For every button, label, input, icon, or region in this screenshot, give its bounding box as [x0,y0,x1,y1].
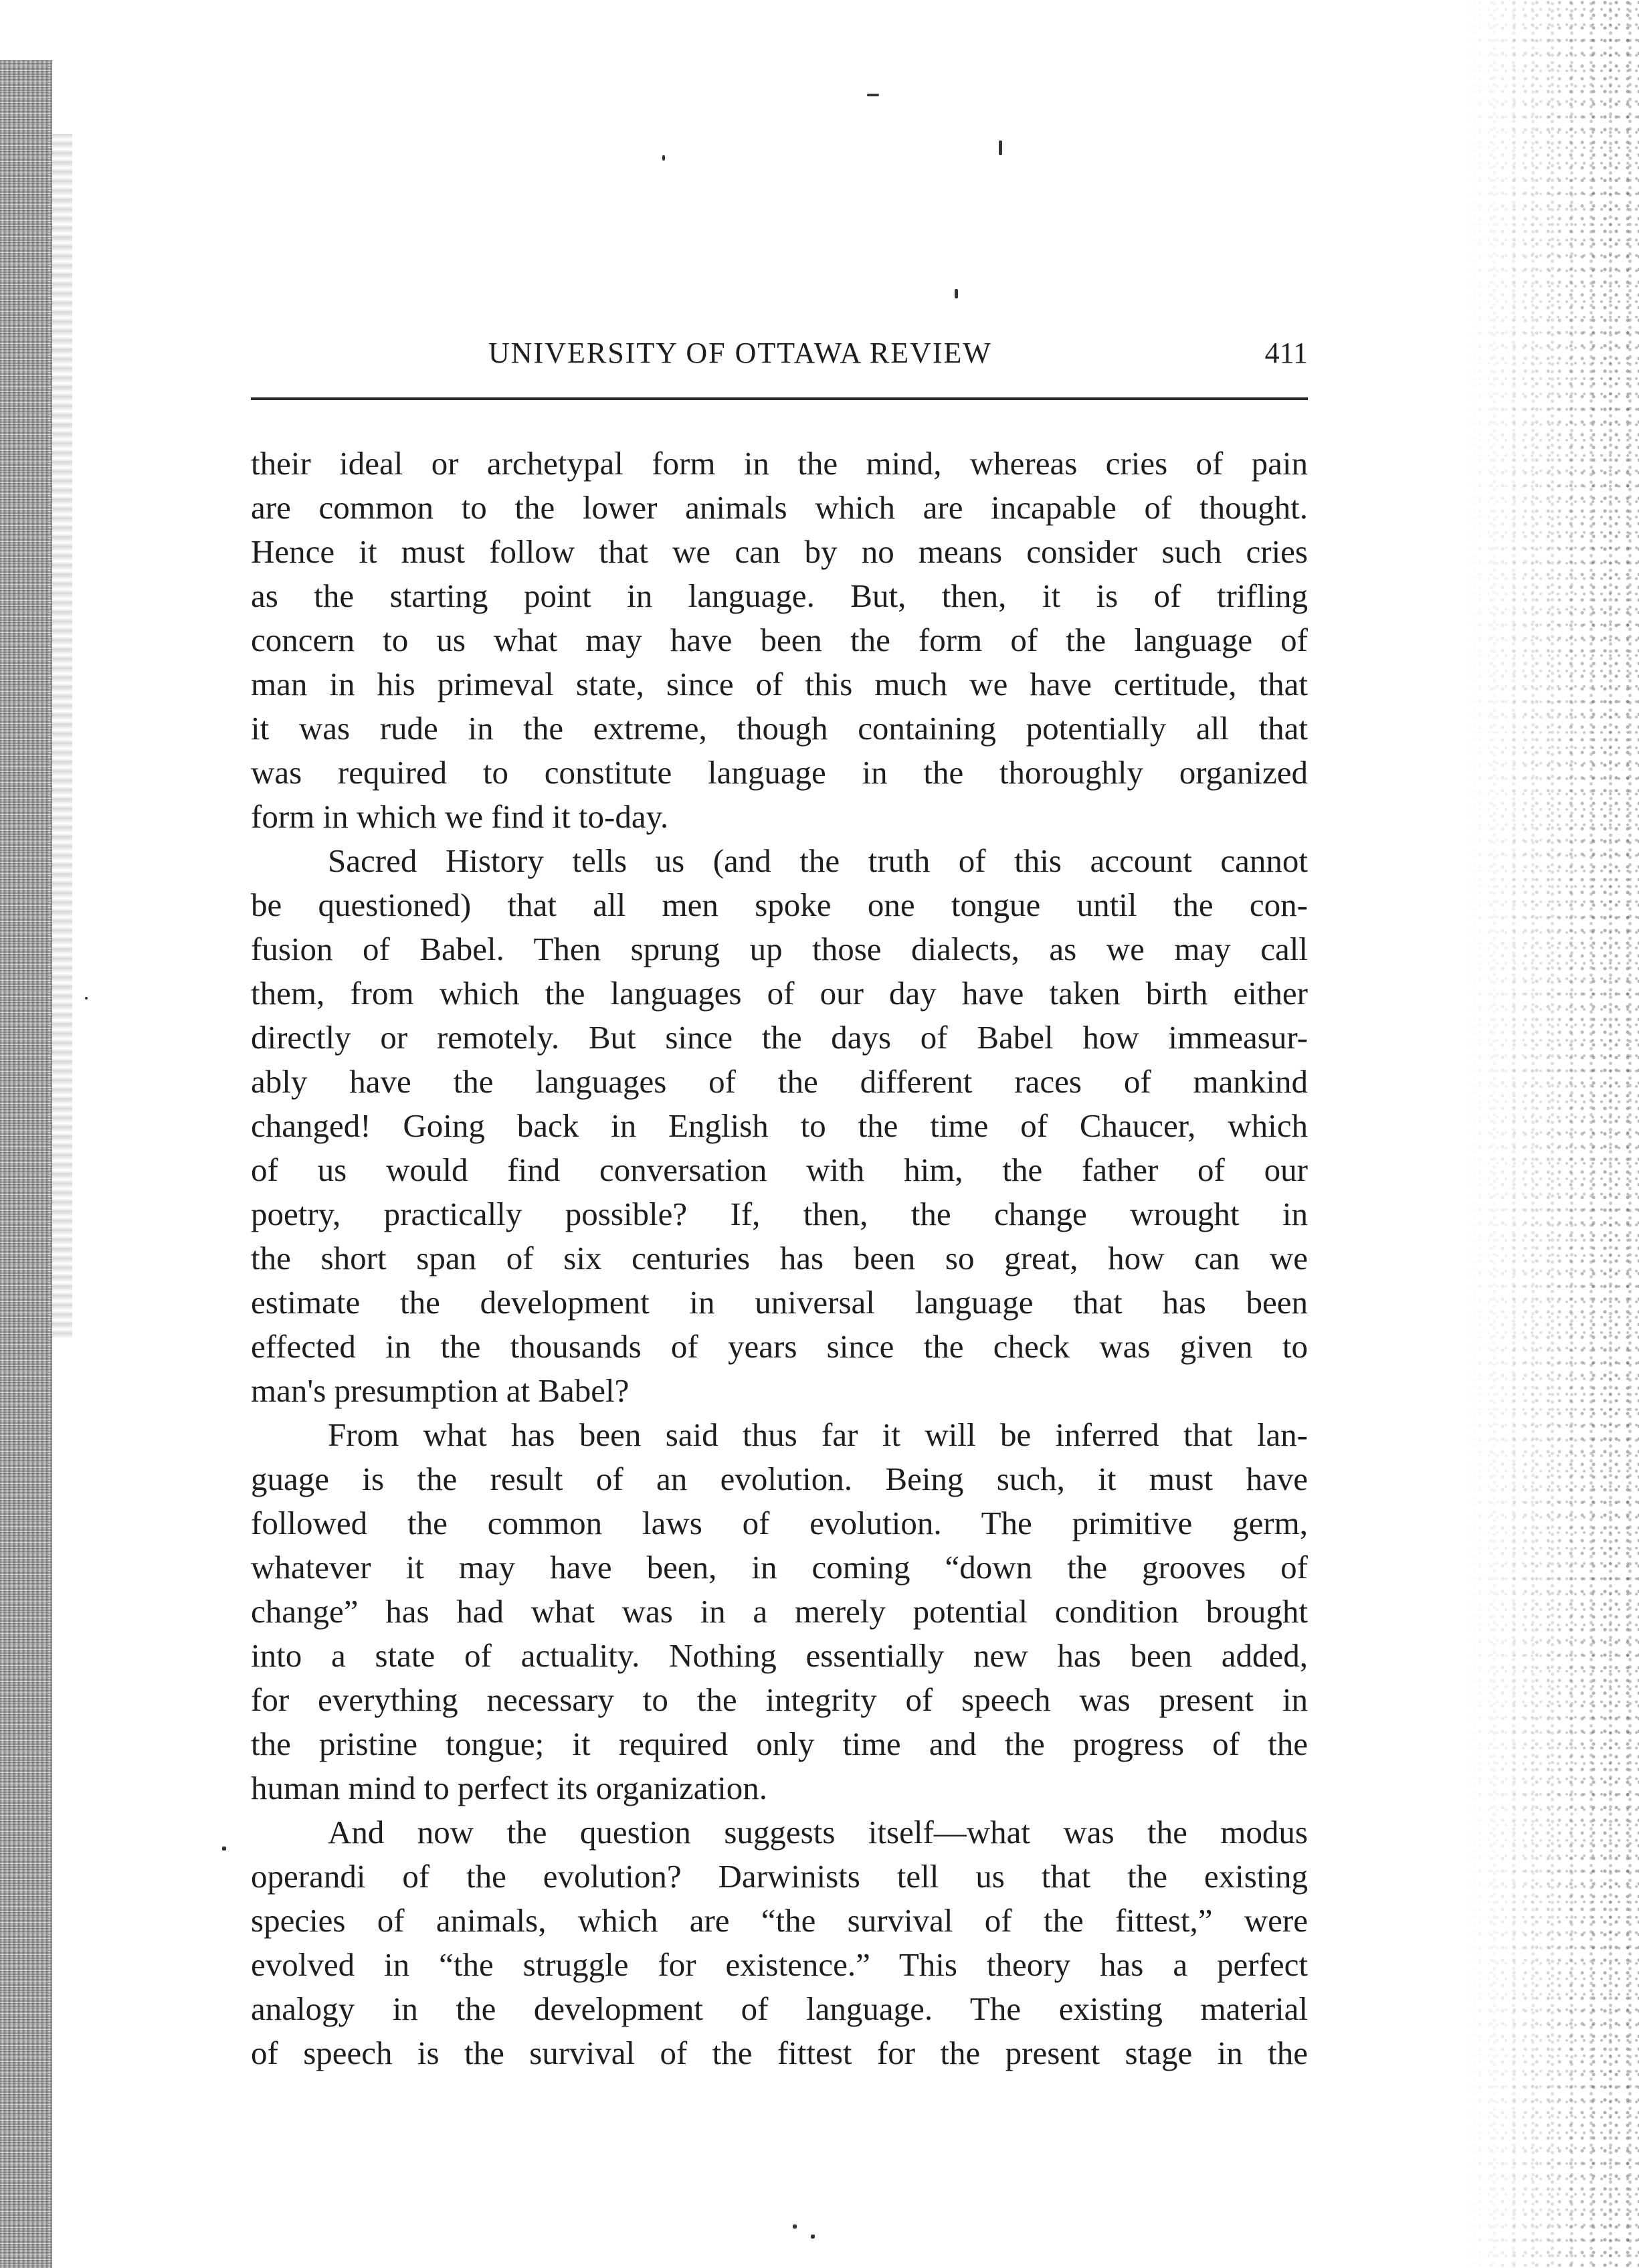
page-number: 411 [1264,337,1308,369]
scan-edge-noise [1465,0,1639,2268]
journal-title: UNIVERSITY OF OTTAWA REVIEW [488,337,992,369]
text-line: species of animals, which are “the survival of the fittest,” were [251,1902,1308,1939]
text-line: form in which we find it to-day. [251,798,669,835]
page-body [251,442,1308,2075]
text-line: the pristine tongue; it required only time and the progress of the [251,1725,1308,1762]
scan-speck [85,997,88,1000]
text-line: Hence it must follow that we can by no means consider such cries [251,533,1308,570]
text-line: whatever it may have been, in coming “down the grooves of [251,1549,1308,1586]
text-line: guage is the result of an evolution. Being such, it must have [251,1460,1308,1497]
text-line: From what has been said thus far it will be inferred that lan- [328,1416,1308,1453]
text-line: man in his primeval state, since of this much we have certitude, that [251,666,1308,702]
scan-speck [867,94,879,96]
binding-edge-texture [52,134,72,1338]
text-line: analogy in the development of language. The existing material [251,1990,1308,2027]
text-line: are common to the lower animals which are incapable of thought. [251,489,1308,526]
paragraph [251,839,1308,1413]
text-line: the short span of six centuries has been so great, how can we [251,1240,1308,1277]
text-line: them, from which the languages of our day have taken birth either [251,975,1308,1012]
text-line: Sacred History tells us (and the truth of this account cannot [328,842,1308,879]
scan-speck [662,155,665,161]
text-line: evolved in “the struggle for existence.” This theory has a perfect [251,1946,1308,1983]
text-line: was required to constitute language in the thoroughly organized [251,754,1308,791]
text-line: concern to us what may have been the form of the language of [251,622,1308,658]
text-line: ably have the languages of the different races of mankind [251,1063,1308,1100]
paragraph [251,442,1308,839]
text-line: it was rude in the extreme, though containing potentially all that [251,710,1308,747]
text-line: be questioned) that all men spoke one tongue until the con- [251,886,1308,923]
text-line: of speech is the survival of the fittest for the present stage in the [251,2035,1308,2071]
binding-edge-shadow [0,60,52,2268]
header-rule [251,397,1308,400]
scan-speck [811,2235,815,2239]
text-line: into a state of actuality. Nothing essentially new has been added, [251,1637,1308,1674]
paragraph [251,1413,1308,1810]
text-line: of us would find conversation with him, the father of our [251,1151,1308,1188]
text-line: effected in the thousands of years since the check was given to [251,1328,1308,1365]
text-line: And now the question suggests itself—what was the modus [328,1814,1308,1851]
text-line: poetry, practically possible? If, then, the change wrought in [251,1196,1308,1232]
text-line: change” has had what was in a merely potential condition brought [251,1593,1308,1630]
text-line: followed the common laws of evolution. The primitive germ, [251,1505,1308,1541]
text-line: estimate the development in universal language that has been [251,1284,1308,1321]
text-line: their ideal or archetypal form in the mind, whereas cries of pain [251,445,1308,482]
text-line: directly or remotely. But since the days of Babel how immeasur- [251,1019,1308,1056]
running-header [251,336,1308,383]
scan-speck [955,289,958,298]
text-line: human mind to perfect its organization. [251,1770,768,1806]
text-line: operandi of the evolution? Darwinists tell us that the existing [251,1858,1308,1895]
text-line: man's presumption at Babel? [251,1372,630,1409]
scan-speck [999,140,1002,155]
text-line: fusion of Babel. Then sprung up those dialects, as we may call [251,931,1308,967]
scan-speck [793,2225,797,2229]
text-line: changed! Going back in English to the time of Chaucer, which [251,1107,1308,1144]
scan-speck [222,1847,226,1851]
paragraph [251,1810,1308,2075]
text-line: as the starting point in language. But, then, it is of trifling [251,577,1308,614]
text-line: for everything necessary to the integrity of speech was present in [251,1681,1308,1718]
